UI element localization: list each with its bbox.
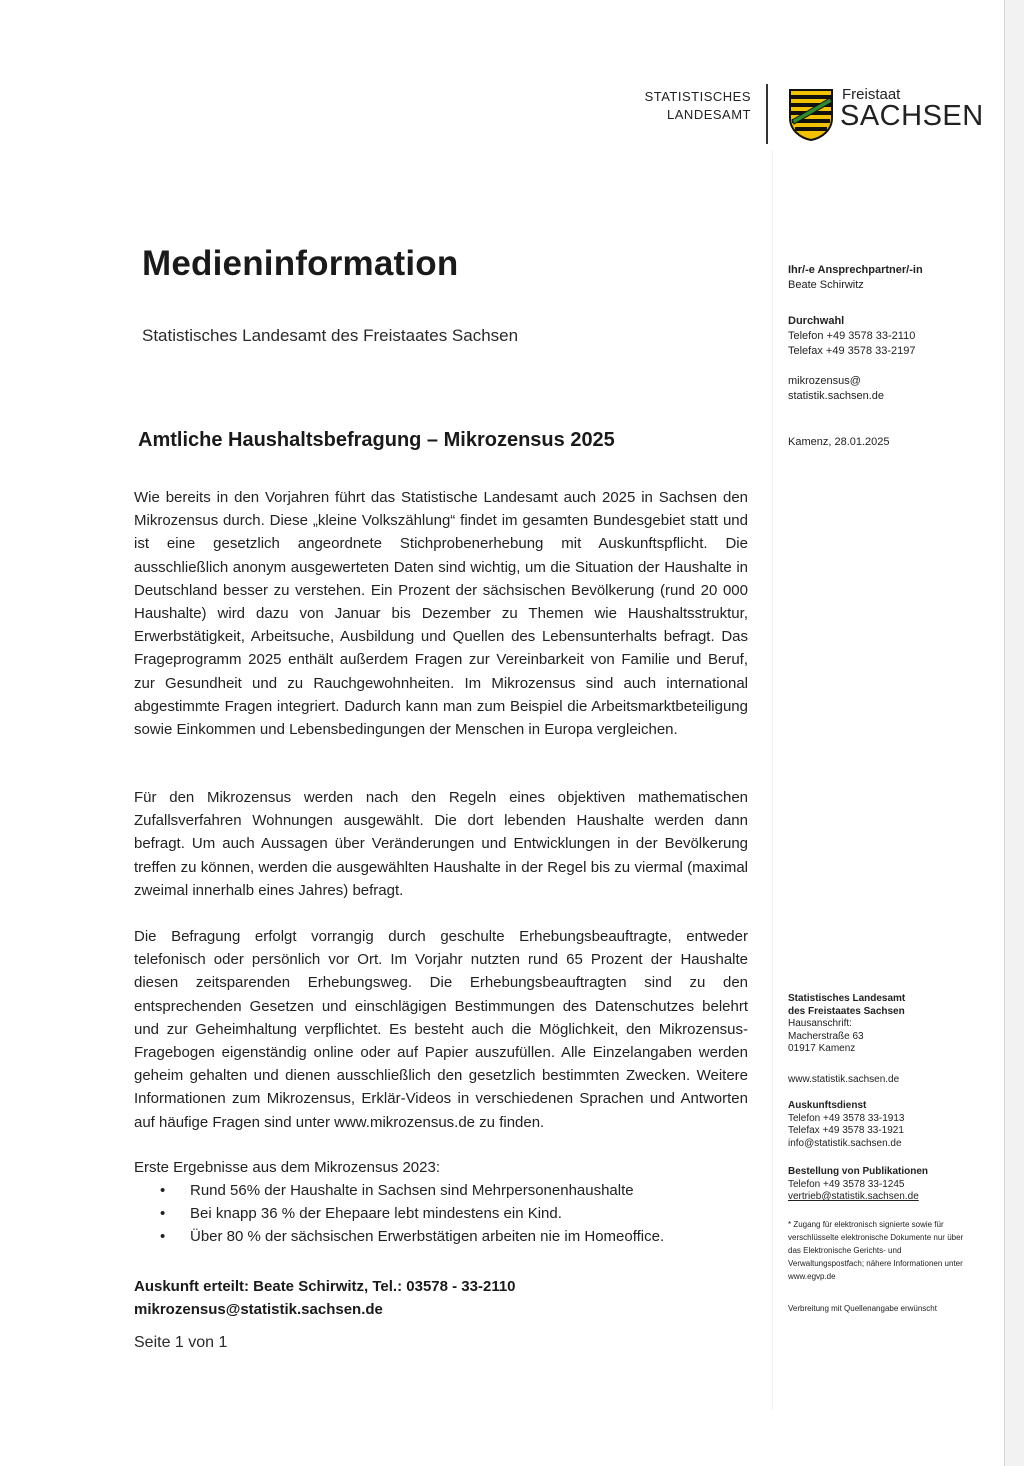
list-item	[134, 1202, 754, 1225]
fold-line	[772, 150, 773, 1410]
info-fax: Telefax +49 3578 33-1921	[788, 1125, 904, 1136]
contact-line: Auskunft erteilt: Beate Schirwitz, Tel.: 03578 - 33-2110	[134, 1278, 516, 1295]
info-phone: Telefon +49 3578 33-1913	[788, 1112, 905, 1124]
brand-freistaat: Freistaat	[842, 86, 901, 103]
page-subtitle: Statistisches Landesamt des Freistaates Sachsen	[142, 326, 519, 345]
results-list	[134, 1179, 754, 1248]
dial-fax: Telefax +49 3578 33-2197	[788, 345, 916, 357]
results-section	[134, 1156, 754, 1248]
paragraph-1: Wie bereits in den Vorjahren führt das Statistische Landesamt auch 2025 in Sachsen den Mikrozensus durch. Diese „kleine Volkszählung“ findet im gesamten Bundesgebiet statt und ist eine gesetzlich angeordnete Stichprobenerhebung mit Auskunftspflicht. Die ausschließlich anonym ausgewerteten Daten sind wichtig, um die Situation der Haushalte in Deutschland besser zu verstehen. Ein Prozent der sächsischen Bevölkerung (rund 20 000 Haushalte) wird dazu von Januar bis Dezember zu Themen wie Haushaltsstruktur, Erwerbstätigkeit, Arbeitsuche, Ausbildung und Quellen des Lebensunterhalts befragt. Das Frageprogramm 2025 enthält außerdem Fragen zur Vereinbarkeit von Familie und Beruf, zur Gesundheit und zu Rauchgewohnheiten. Im Mikrozensus sind auch international abgestimmte Fragen integriert. Dadurch kann man zum Beispiel die Arbeitsmarktbeteiligung sowie Einkommen und Lebensbedingungen der Menschen in Europa vergleichen.	[134, 489, 748, 739]
list-item	[134, 1179, 754, 1202]
office-line-2: LANDESAMT	[667, 107, 751, 122]
office-name-1: Statistisches Landesamt	[788, 993, 906, 1004]
address-street: Macherstraße 63	[788, 1030, 864, 1042]
dial-phone: Telefon +49 3578 33-2110	[788, 330, 916, 342]
logo-divider	[766, 84, 768, 144]
sidebar-contact	[788, 263, 988, 293]
sidebar-website: www.statistik.sachsen.de	[788, 1074, 900, 1085]
list-item	[134, 1225, 754, 1248]
paragraph-3: Die Befragung erfolgt vorrangig durch geschulte Erhebungsbeauftragte, entweder telefonisch oder persönlich vor Ort. Im Vorjahr nutzten rund 65 Prozent der Haushalte diesen zeitsparenden Erhebungsweg. Die Erhebungsbeauftragten sind zu den entsprechenden Gesetzen und einschlägigen Bestimmungen des Datenschutzes belehrt und zur Geheimhaltung verpflichtet. Es besteht auch die Möglichkeit, den Mikrozensus-Fragebogen eigenständig online oder auf Papier auszufüllen. Alle Einzelangaben werden geheim gehalten und dienen ausschließlich den gesetzlich bestimmten Zwecken. Weitere Informationen zum Mikrozensus, Erklär-Videos in verschiedenen Sprachen und Antworten auf häufige Fragen sind unter www.mikrozensus.de zu finden.	[134, 928, 748, 1131]
sidebar-orders	[788, 1166, 988, 1204]
list-item-text: Rund 56% der Haushalte in Sachsen sind Mehrpersonenhaushalte	[190, 1182, 634, 1199]
contact-block	[134, 1275, 516, 1321]
sidebar-info-service	[788, 1100, 988, 1150]
paragraph-2: Für den Mikrozensus werden nach den Regeln eines objektiven mathematischen Zufallsverfahren Wohnungen ausgewählt. Die dort lebenden Haushalte werden dann befragt. Um auch Aussagen über Veränderungen und Entwicklungen in der Bevölkerung treffen zu können, werden die ausgewählten Haushalte in der Regel bis zu viermal (maximal zweimal innerhalb eines Jahres) befragt.	[134, 789, 748, 899]
list-item-text: Bei knapp 36 % der Ehepaare lebt mindestens ein Kind.	[190, 1205, 562, 1222]
contact-name: Beate Schirwitz	[788, 279, 864, 291]
office-name-2: des Freistaates Sachsen	[788, 1005, 905, 1017]
office-logo-text	[645, 88, 751, 124]
contact-heading: Ihr/-e Ansprechpartner/-in	[788, 264, 923, 276]
access-note: * Zugang für elektronisch signierte sowie für verschlüsselte elektronische Dokumente nur über das Elektronische Gerichts- und Verwaltungspostfach; nähere Informationen unter www.egvp.de	[788, 1220, 964, 1281]
bullet-icon: •	[160, 1228, 166, 1245]
results-intro: Erste Ergebnisse aus dem Mikrozensus 2023:	[134, 1159, 440, 1176]
dial-heading: Durchwahl	[788, 315, 845, 327]
sidebar-date: Kamenz, 28.01.2025	[788, 436, 890, 448]
address-city: 01917 Kamenz	[788, 1043, 856, 1054]
bullet-icon: •	[160, 1182, 166, 1199]
sidebar-office	[788, 993, 988, 1056]
info-email: info@statistik.sachsen.de	[788, 1137, 902, 1149]
page-title: Medieninformation	[142, 244, 459, 283]
contact-email: mikrozensus@statistik.sachsen.de	[134, 1301, 383, 1318]
orders-email-link[interactable]: vertrieb@statistik.sachsen.de	[788, 1191, 919, 1202]
orders-phone: Telefon +49 3578 33-1245	[788, 1178, 905, 1190]
list-item-text: Über 80 % der sächsischen Erwerbstätigen arbeiten nie im Homeoffice.	[190, 1228, 665, 1245]
page-number: Seite 1 von 1	[134, 1334, 228, 1351]
sidebar-dial	[788, 314, 988, 359]
headline: Amtliche Haushaltsbefragung – Mikrozensus 2025	[138, 429, 615, 451]
brand-sachsen: SACHSEN	[840, 100, 984, 132]
scan-edge	[1004, 0, 1024, 1466]
bullet-icon: •	[160, 1205, 166, 1222]
sidebar-email	[788, 374, 988, 404]
orders-heading: Bestellung von Publikationen	[788, 1166, 929, 1177]
address-label: Hausanschrift:	[788, 1018, 852, 1029]
source-note: Verbreitung mit Quellenangabe erwünscht	[788, 1304, 937, 1313]
coat-of-arms-icon	[788, 88, 834, 142]
office-line-1: STATISTISCHES	[644, 89, 751, 104]
info-heading: Auskunftsdienst	[788, 1100, 867, 1111]
email-line-2: statistik.sachsen.de	[788, 390, 884, 402]
email-line-1: mikrozensus@	[788, 375, 861, 387]
